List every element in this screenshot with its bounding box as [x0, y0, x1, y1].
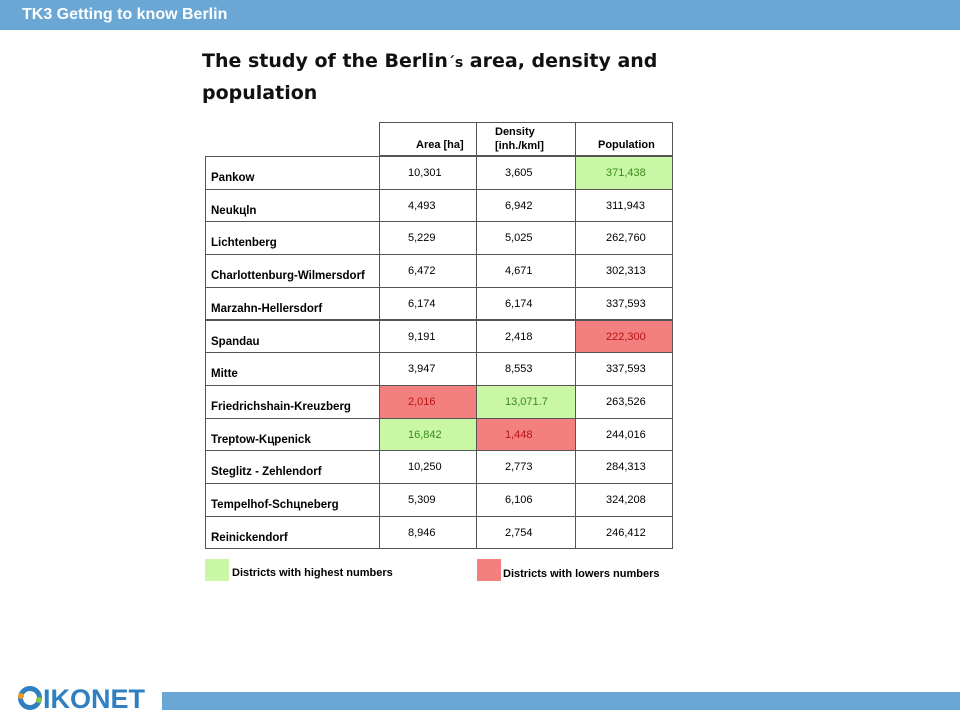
district-name-cell: [205, 287, 380, 321]
value-area: 8,946: [408, 526, 436, 539]
header-density: [476, 122, 576, 156]
value-area: 3,947: [408, 363, 436, 376]
district-name: Tempelhof-Schцneberg: [211, 499, 339, 511]
cell-density: [476, 483, 576, 517]
header-population: [575, 122, 673, 156]
header-area-label: Area [ha]: [416, 139, 464, 151]
slide-title-part2: area, density and population: [202, 50, 658, 104]
logo-text: IKONET: [43, 684, 146, 714]
district-name: Friedrichshain-Kreuzberg: [211, 400, 351, 413]
footer-bar: [162, 692, 960, 710]
value-density: 6,174: [505, 297, 533, 310]
cell-area: [379, 320, 477, 354]
cell-population: [575, 320, 673, 354]
value-area: 5,309: [408, 494, 436, 506]
value-area: 10,301: [408, 167, 442, 179]
value-area: 6,174: [408, 297, 436, 310]
value-density: 6,106: [505, 494, 533, 506]
cell-area: [379, 352, 477, 386]
district-name-cell: [205, 450, 380, 484]
value-population: 311,943: [606, 199, 645, 212]
cell-population: [575, 516, 673, 550]
cell-population: [575, 450, 673, 484]
legend-high-swatch: [205, 559, 229, 581]
cell-density: [476, 287, 576, 321]
cell-density: [476, 418, 576, 452]
district-name: Mitte: [211, 368, 238, 381]
district-name: Pankow: [211, 172, 255, 184]
cell-density: [476, 189, 576, 223]
value-population: 371,438: [606, 167, 646, 179]
district-name-cell: [205, 385, 380, 419]
district-name-cell: [205, 516, 380, 550]
value-area: 10,250: [408, 461, 442, 474]
value-population: 302,313: [606, 265, 646, 278]
district-name-cell: [205, 189, 380, 223]
cell-population: [575, 352, 673, 386]
value-density: 2,418: [505, 330, 533, 343]
value-area: 5,229: [408, 232, 436, 245]
value-population: 246,412: [606, 526, 646, 539]
district-name-cell: [205, 156, 380, 190]
cell-population: [575, 221, 673, 255]
cell-density: [476, 516, 576, 550]
top-header-bar: [0, 0, 960, 30]
legend-high-label: Districts with highest numbers: [232, 567, 393, 579]
value-population: 222,300: [606, 330, 646, 343]
cell-area: [379, 287, 477, 321]
district-name: Neukцln: [211, 204, 257, 217]
value-density: 2,754: [505, 526, 533, 539]
district-name-cell: [205, 418, 380, 452]
district-name: Reinickendorf: [211, 531, 288, 544]
cell-density: [476, 385, 576, 419]
value-population: 263,526: [606, 395, 646, 408]
cell-area: [379, 254, 477, 288]
value-density: 6,942: [505, 199, 533, 212]
header-title: TK3 Getting to know Berlin: [22, 6, 228, 23]
cell-density: [476, 221, 576, 255]
slide-title-mark: ´s: [447, 55, 464, 71]
value-area: 9,191: [408, 330, 436, 343]
cell-area: [379, 516, 477, 550]
value-density: 13,071.7: [505, 395, 548, 408]
logo-o-icon: [18, 686, 42, 710]
district-name: Marzahn-Hellersdorf: [211, 302, 323, 315]
value-area: 4,493: [408, 199, 436, 212]
district-name: Lichtenberg: [211, 237, 277, 250]
cell-population: [575, 418, 673, 452]
slide-title-part1: The study of the Berlin: [202, 50, 448, 72]
value-density: 3,605: [505, 167, 533, 179]
value-population: 337,593: [606, 363, 646, 376]
value-density: 1,448: [505, 428, 533, 441]
cell-density: [476, 352, 576, 386]
slide-title: [202, 46, 662, 108]
header-density-unit: [inh./kml]: [495, 140, 544, 152]
cell-density: [476, 156, 576, 190]
value-area: 2,016: [408, 395, 436, 408]
value-population: 337,593: [606, 297, 646, 310]
header-area: [379, 122, 477, 156]
cell-area: [379, 189, 477, 223]
cell-area: [379, 221, 477, 255]
oikonet-logo: [18, 684, 145, 714]
value-density: 2,773: [505, 461, 533, 474]
value-population: 262,760: [606, 232, 646, 245]
cell-area: [379, 450, 477, 484]
district-name: Treptow-Kцpenick: [211, 433, 311, 446]
header-density-label: Density: [495, 126, 535, 138]
value-density: 5,025: [505, 232, 533, 245]
header-population-label: Population: [598, 139, 655, 151]
cell-area: [379, 418, 477, 452]
district-name: Charlottenburg-Wilmersdorf: [211, 270, 365, 283]
cell-density: [476, 254, 576, 288]
value-density: 4,671: [505, 265, 533, 278]
district-name: Spandau: [211, 335, 260, 348]
cell-area: [379, 156, 477, 190]
district-name-cell: [205, 483, 380, 517]
district-name-cell: [205, 320, 380, 354]
cell-area: [379, 483, 477, 517]
cell-population: [575, 156, 673, 190]
cell-population: [575, 483, 673, 517]
value-area: 6,472: [408, 265, 436, 278]
cell-population: [575, 189, 673, 223]
legend-low-label: Districts with lowers numbers: [503, 568, 660, 580]
district-name: Steglitz - Zehlendorf: [211, 466, 322, 479]
cell-area: [379, 385, 477, 419]
legend-low-swatch: [477, 559, 501, 581]
value-population: 244,016: [606, 428, 646, 441]
value-population: 324,208: [606, 494, 646, 506]
cell-population: [575, 287, 673, 321]
value-density: 8,553: [505, 363, 533, 376]
cell-density: [476, 450, 576, 484]
value-population: 284,313: [606, 461, 646, 474]
district-name-cell: [205, 221, 380, 255]
cell-population: [575, 385, 673, 419]
district-name-cell: [205, 254, 380, 288]
district-name-cell: [205, 352, 380, 386]
cell-density: [476, 320, 576, 354]
cell-population: [575, 254, 673, 288]
value-area: 16,842: [408, 428, 442, 441]
